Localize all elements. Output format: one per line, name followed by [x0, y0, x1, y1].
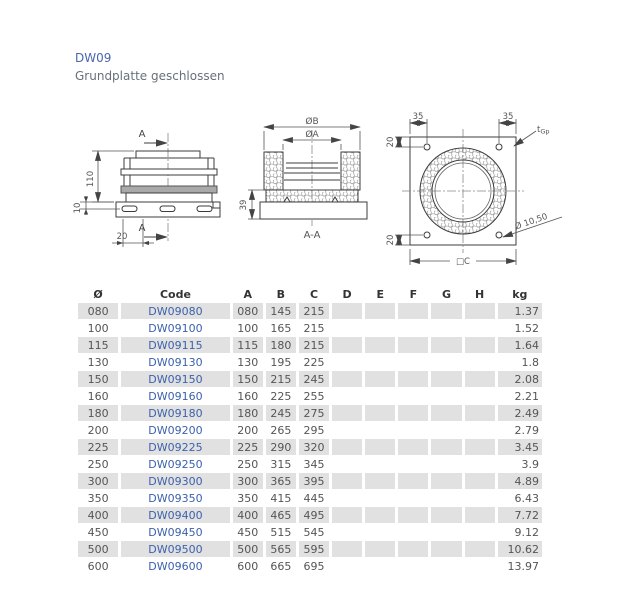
- dim-h-cell: [465, 439, 495, 455]
- dim-h-cell: [465, 337, 495, 353]
- dim-h-cell: [465, 371, 495, 387]
- dim-b-cell: 290: [266, 439, 296, 455]
- diameter-cell: 080: [78, 303, 118, 319]
- dim-d-cell: [332, 371, 362, 387]
- table-row: [78, 405, 542, 421]
- dim-d-cell: [332, 354, 362, 370]
- column-header-F: F: [409, 288, 418, 301]
- dim-20: 20: [116, 232, 128, 242]
- dim-a-cell: 150: [233, 371, 263, 387]
- dim-g-cell: [431, 439, 461, 455]
- code-link[interactable]: DW09400: [148, 508, 203, 522]
- kg-cell: 3.9: [521, 457, 539, 471]
- table-row: [78, 473, 542, 489]
- dim-e-cell: [365, 524, 395, 540]
- kg-cell: 10.62: [498, 541, 542, 557]
- code-cell: [121, 439, 230, 455]
- diameter-cell: 400: [78, 507, 118, 523]
- dim-b-cell: 265: [270, 423, 292, 437]
- column-header-C: C: [309, 288, 319, 301]
- dim-20-top: 20: [386, 136, 396, 148]
- dim-a-cell: 250: [237, 457, 259, 471]
- dim-a-cell: 080: [233, 303, 263, 319]
- dim-b-cell: 465: [266, 507, 296, 523]
- dim-e-cell: [365, 303, 395, 319]
- dim-g-cell: [431, 371, 461, 387]
- dim-g-cell: [431, 473, 461, 489]
- top-view: [386, 112, 562, 267]
- dim-c-cell: 245: [299, 371, 329, 387]
- column-header-A: A: [243, 288, 252, 301]
- code-link[interactable]: DW09250: [148, 457, 203, 471]
- code-cell: [121, 354, 230, 370]
- section-arrow-top-icon: [156, 139, 168, 146]
- code-link[interactable]: DW09160: [148, 389, 203, 403]
- dim-g-cell: [431, 422, 461, 438]
- dim-e-cell: [365, 371, 395, 387]
- code-cell: [121, 405, 230, 421]
- dim-f-cell: [398, 320, 428, 336]
- dim-b-cell: 515: [270, 525, 292, 539]
- dim-g-cell: [431, 388, 461, 404]
- dim-d-cell: [332, 490, 362, 506]
- dim-a-cell: 500: [233, 541, 263, 557]
- dim-a-cell: 300: [233, 473, 263, 489]
- table-header-row: [78, 287, 542, 302]
- dim-c-cell: 215: [303, 321, 325, 335]
- dim-f-cell: [398, 439, 428, 455]
- table-row: [78, 371, 542, 387]
- mount-hole: [424, 232, 430, 238]
- page-title: DW09: [75, 51, 112, 65]
- dim-g-cell: [431, 354, 461, 370]
- dim-b-cell: 315: [270, 457, 292, 471]
- dim-e-cell: [365, 354, 395, 370]
- diameter-cell: 160: [87, 389, 109, 403]
- dim-a-cell: 350: [237, 491, 259, 505]
- diameter-cell: 250: [87, 457, 109, 471]
- dim-c-cell: 215: [299, 337, 329, 353]
- dim-d-cell: [332, 439, 362, 455]
- kg-cell: 3.45: [498, 439, 542, 455]
- dim-h-cell: [465, 320, 495, 336]
- dim-e-cell: [365, 473, 395, 489]
- dim-c-cell: 275: [299, 405, 329, 421]
- code-link[interactable]: DW09600: [148, 559, 203, 573]
- column-header-Code: Code: [159, 288, 191, 301]
- dim-e-cell: [365, 405, 395, 421]
- dim-a-cell: 180: [233, 405, 263, 421]
- dim-b-cell: 565: [266, 541, 296, 557]
- dim-f-cell: [398, 490, 428, 506]
- kg-cell: 7.72: [498, 507, 542, 523]
- dim-f-cell: [398, 558, 428, 574]
- code-link[interactable]: DW09080: [148, 304, 203, 318]
- code-link[interactable]: DW09150: [148, 372, 203, 386]
- diameter-cell: 200: [87, 423, 109, 437]
- dim-a-cell: 200: [237, 423, 259, 437]
- dim-e-cell: [365, 558, 395, 574]
- dim-h-cell: [465, 405, 495, 421]
- dim-h-cell: [465, 422, 495, 438]
- section-view: [239, 116, 367, 241]
- dim-d-cell: [332, 388, 362, 404]
- dim-h-cell: [465, 558, 495, 574]
- kg-cell: 9.12: [514, 525, 539, 539]
- dim-b-cell: 225: [270, 389, 292, 403]
- dim-a-cell: 450: [237, 525, 259, 539]
- dim-a-cell: 160: [237, 389, 259, 403]
- column-header-D: D: [342, 288, 352, 301]
- code-cell: [121, 524, 230, 540]
- dim-a-cell: 100: [237, 321, 259, 335]
- dim-c-cell: 295: [303, 423, 325, 437]
- dim-f-cell: [398, 303, 428, 319]
- dim-c-cell: 545: [303, 525, 325, 539]
- dim-e-cell: [365, 439, 395, 455]
- dim-d-cell: [332, 422, 362, 438]
- diameter-cell: 300: [78, 473, 118, 489]
- dim-f-cell: [398, 541, 428, 557]
- dim-a-cell: 115: [233, 337, 263, 353]
- table-row: [78, 337, 542, 353]
- diameter-cell: 500: [78, 541, 118, 557]
- dim-d-cell: [332, 456, 362, 472]
- dim-e-cell: [365, 490, 395, 506]
- dim-e-cell: [365, 456, 395, 472]
- dim-g-cell: [431, 405, 461, 421]
- kg-cell: 1.8: [521, 355, 539, 369]
- code-cell: [121, 541, 230, 557]
- dim-d-cell: [332, 405, 362, 421]
- dim-b-cell: 165: [270, 321, 292, 335]
- code-link[interactable]: DW09500: [148, 542, 203, 556]
- code-cell: [121, 337, 230, 353]
- dim-c-cell: 395: [299, 473, 329, 489]
- dim-h-cell: [465, 388, 495, 404]
- dim-h-cell: [465, 524, 495, 540]
- dim-d-cell: [332, 303, 362, 319]
- dim-c-cell: 695: [303, 559, 325, 573]
- dim-b-cell: 145: [266, 303, 296, 319]
- kg-cell: 6.43: [514, 491, 539, 505]
- dim-f-cell: [398, 473, 428, 489]
- dim-d-cell: [332, 507, 362, 523]
- dim-d-cell: [332, 320, 362, 336]
- dim-35-left: 35: [412, 112, 424, 122]
- dim-f-cell: [398, 354, 428, 370]
- dim-d-cell: [332, 558, 362, 574]
- code-cell: [121, 456, 230, 472]
- column-header-Ø: Ø: [93, 288, 103, 301]
- dim-39: 39: [239, 199, 249, 211]
- slot: [160, 206, 175, 212]
- front-view: [73, 129, 220, 247]
- dim-b-cell: 180: [266, 337, 296, 353]
- dim-h-cell: [465, 490, 495, 506]
- dim-g-cell: [431, 541, 461, 557]
- dim-h-cell: [465, 303, 495, 319]
- dim-c-cell: 320: [299, 439, 329, 455]
- dim-d-cell: [332, 524, 362, 540]
- diameter-cell: 180: [78, 405, 118, 421]
- dim-f-cell: [398, 456, 428, 472]
- code-link[interactable]: DW09225: [148, 440, 203, 454]
- kg-cell: 2.79: [514, 423, 539, 437]
- mount-hole: [424, 144, 430, 150]
- table-row: [78, 320, 542, 336]
- code-link[interactable]: DW09115: [148, 338, 203, 352]
- dim-f-cell: [398, 388, 428, 404]
- dim-10: 10: [73, 202, 83, 214]
- dim-e-cell: [365, 541, 395, 557]
- dim-g-cell: [431, 320, 461, 336]
- table-row: [78, 507, 542, 523]
- column-header-H: H: [475, 288, 485, 301]
- kg-cell: 1.37: [498, 303, 542, 319]
- code-cell: [121, 303, 230, 319]
- dim-d-cell: [332, 541, 362, 557]
- dim-square-c: □C: [456, 257, 470, 267]
- dim-e-cell: [365, 507, 395, 523]
- column-header-E: E: [376, 288, 384, 301]
- dim-b-cell: 365: [266, 473, 296, 489]
- slot: [197, 206, 212, 212]
- code-link[interactable]: DW09450: [148, 525, 203, 539]
- plate-thickness-label: tGp: [537, 125, 550, 136]
- kg-cell: 1.64: [498, 337, 542, 353]
- section-arrow-bottom-icon: [156, 233, 168, 240]
- dim-a-cell: 400: [233, 507, 263, 523]
- dim-f-cell: [398, 371, 428, 387]
- insulation-wall-left: [264, 152, 283, 190]
- kg-cell: 2.08: [498, 371, 542, 387]
- code-link[interactable]: DW09130: [148, 355, 203, 369]
- dim-g-cell: [431, 303, 461, 319]
- dim-a-cell: 130: [237, 355, 259, 369]
- dim-h-cell: [465, 456, 495, 472]
- technical-drawing: [0, 95, 619, 290]
- diameter-cell: 115: [78, 337, 118, 353]
- dim-20-bottom: 20: [386, 234, 396, 246]
- code-link[interactable]: DW09200: [148, 423, 203, 437]
- code-cell: [121, 371, 230, 387]
- kg-cell: 13.97: [507, 559, 539, 573]
- code-cell: [121, 388, 230, 404]
- mount-hole: [496, 232, 502, 238]
- dim-f-cell: [398, 507, 428, 523]
- dim-dia-b: ØB: [305, 117, 319, 127]
- table-row: [78, 422, 542, 438]
- table-row: [78, 541, 542, 557]
- dim-b-cell: 665: [270, 559, 292, 573]
- diameter-cell: 350: [87, 491, 109, 505]
- dim-h-cell: [465, 473, 495, 489]
- dim-e-cell: [365, 320, 395, 336]
- dim-h-cell: [465, 354, 495, 370]
- product-table: [75, 286, 545, 575]
- section-view-label: A-A: [303, 230, 321, 241]
- diameter-cell: 130: [87, 355, 109, 369]
- dim-hole-diameter: Ø 10,50: [513, 211, 549, 233]
- kg-cell: 2.21: [514, 389, 539, 403]
- table-row: [78, 524, 542, 540]
- dim-c-cell: 215: [299, 303, 329, 319]
- dim-e-cell: [365, 337, 395, 353]
- section-label-bottom: A: [138, 223, 146, 234]
- table-row: [78, 558, 542, 574]
- insulation-wall-right: [341, 152, 360, 190]
- insulation-band: [266, 190, 358, 202]
- dim-g-cell: [431, 524, 461, 540]
- code-cell: [121, 422, 230, 438]
- dim-110: 110: [86, 170, 96, 188]
- kg-cell: 4.89: [498, 473, 542, 489]
- dim-a-cell: 600: [237, 559, 259, 573]
- code-cell: [121, 558, 230, 574]
- dim-f-cell: [398, 524, 428, 540]
- slot: [122, 206, 137, 212]
- code-link[interactable]: DW09180: [148, 406, 203, 420]
- kg-cell: 1.52: [514, 321, 539, 335]
- page-subtitle: Grundplatte geschlossen: [75, 69, 225, 83]
- diameter-cell: 450: [87, 525, 109, 539]
- diameter-cell: 600: [87, 559, 109, 573]
- seal-band: [121, 186, 217, 193]
- table-row: [78, 439, 542, 455]
- dim-b-cell: 195: [270, 355, 292, 369]
- column-header-kg: kg: [512, 288, 528, 301]
- dim-f-cell: [398, 337, 428, 353]
- dim-d-cell: [332, 473, 362, 489]
- code-cell: [121, 320, 230, 336]
- table-row: [78, 388, 542, 404]
- dim-dia-a: ØA: [305, 130, 319, 140]
- code-cell: [121, 507, 230, 523]
- table-row: [78, 303, 542, 319]
- dim-f-cell: [398, 405, 428, 421]
- dim-a-cell: 225: [233, 439, 263, 455]
- code-link[interactable]: DW09100: [148, 321, 203, 335]
- dim-f-cell: [398, 422, 428, 438]
- dim-b-cell: 245: [266, 405, 296, 421]
- dim-e-cell: [365, 388, 395, 404]
- base-plate-section: [260, 202, 367, 219]
- dim-b-cell: 215: [266, 371, 296, 387]
- dim-b-cell: 415: [270, 491, 292, 505]
- section-label-top: A: [138, 129, 146, 140]
- dim-g-cell: [431, 558, 461, 574]
- code-link[interactable]: DW09350: [148, 491, 203, 505]
- table-row: [78, 490, 542, 506]
- dim-35-right: 35: [502, 112, 514, 122]
- dim-g-cell: [431, 507, 461, 523]
- dim-g-cell: [431, 456, 461, 472]
- diameter-cell: 150: [78, 371, 118, 387]
- diameter-cell: 100: [87, 321, 109, 335]
- mount-hole: [496, 144, 502, 150]
- diameter-cell: 225: [78, 439, 118, 455]
- code-cell: [121, 473, 230, 489]
- dim-c-cell: 225: [303, 355, 325, 369]
- column-header-G: G: [441, 288, 451, 301]
- dim-d-cell: [332, 337, 362, 353]
- dim-g-cell: [431, 337, 461, 353]
- table-row: [78, 456, 542, 472]
- dim-g-cell: [431, 490, 461, 506]
- dim-h-cell: [465, 541, 495, 557]
- code-link[interactable]: DW09300: [148, 474, 203, 488]
- code-cell: [121, 490, 230, 506]
- dim-h-cell: [465, 507, 495, 523]
- dim-c-cell: 495: [299, 507, 329, 523]
- column-header-B: B: [276, 288, 286, 301]
- dim-c-cell: 255: [303, 389, 325, 403]
- table-row: [78, 354, 542, 370]
- dim-c-cell: 595: [299, 541, 329, 557]
- dim-e-cell: [365, 422, 395, 438]
- dim-c-cell: 445: [303, 491, 325, 505]
- kg-cell: 2.49: [498, 405, 542, 421]
- dim-c-cell: 345: [303, 457, 325, 471]
